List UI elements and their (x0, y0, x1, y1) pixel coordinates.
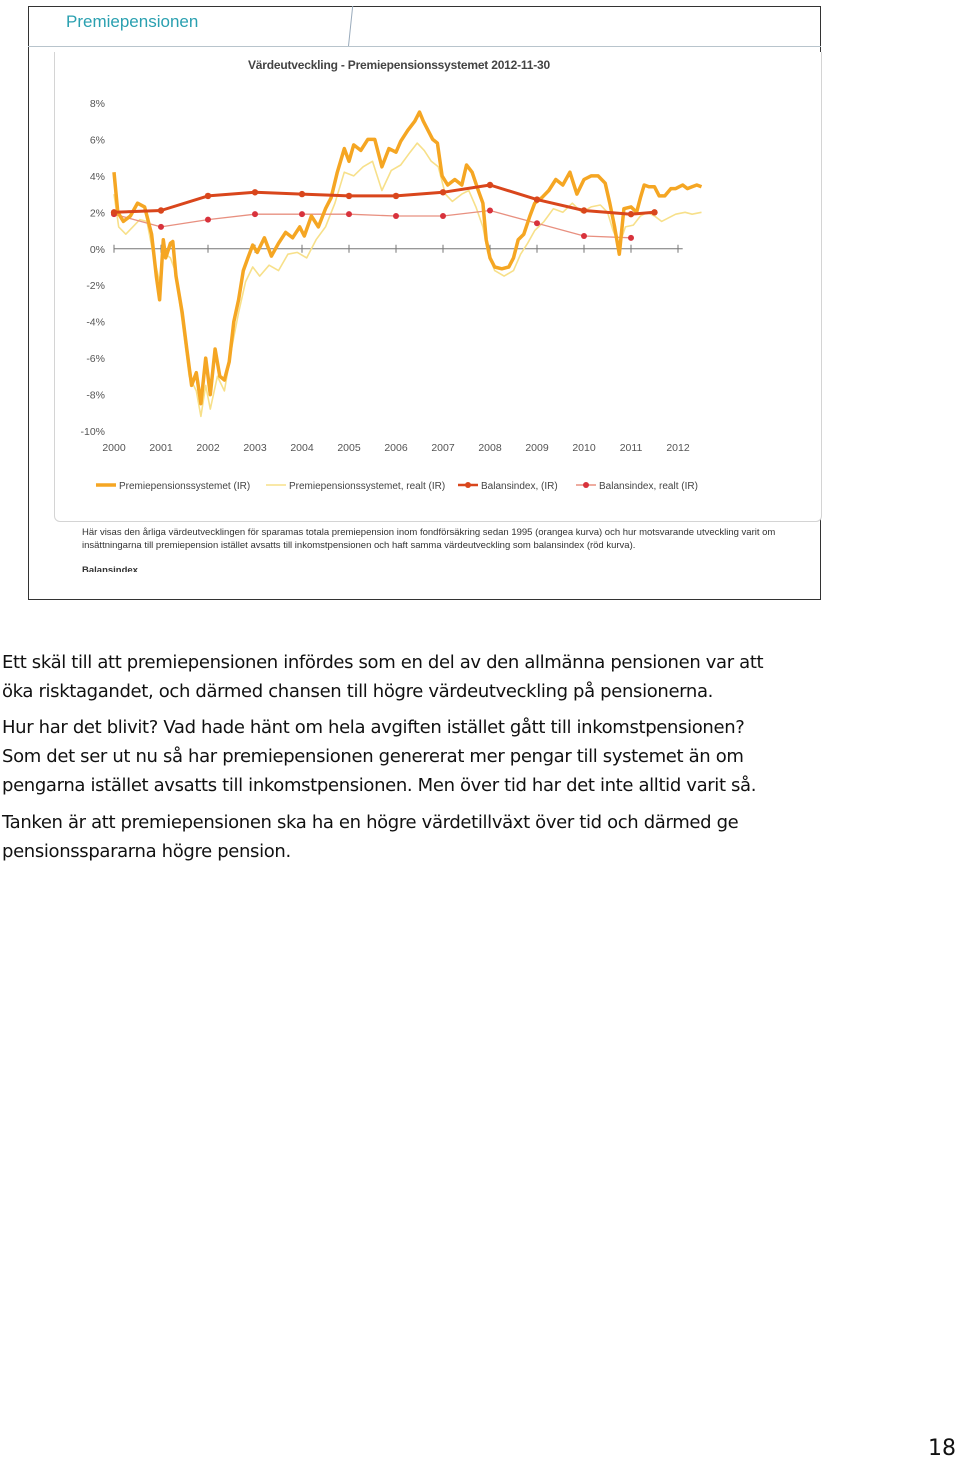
y-tick-label: -10% (80, 426, 105, 438)
paragraph-2-line-1: Hur har det blivit? Vad hade hänt om hela avgiften istället gått till inkomstpensionen? (2, 717, 745, 738)
series-balansindex-point (534, 196, 540, 202)
x-axis (102, 245, 690, 454)
series-balansindex-point (487, 182, 493, 188)
x-tick-label: 2008 (478, 442, 502, 454)
series-balansindex-real-point (393, 213, 399, 219)
y-tick-label: 8% (89, 98, 105, 110)
paragraph-1-line-1: Ett skäl till att premiepensionen infördes som en del av den allmänna pensionen var att (2, 652, 764, 673)
y-tick-label: -2% (86, 280, 105, 293)
series-balansindex-point (299, 191, 305, 197)
x-tick-label: 2005 (337, 442, 361, 454)
series-balansindex-real-point (346, 211, 352, 217)
legend-marker (465, 482, 471, 488)
series-balansindex-real-point (205, 217, 211, 223)
x-tick-label: 2003 (243, 442, 267, 454)
x-tick-label: 2001 (149, 442, 173, 454)
line-chart (54, 76, 774, 516)
y-tick-label: 2% (89, 207, 105, 220)
series-balansindex-real-point (534, 220, 540, 226)
chart-series (111, 112, 702, 416)
paragraph-2-line-2: Som det ser ut nu så har premiepensionen genererat mer pengar till systemet än om (2, 746, 744, 767)
legend-label: Balansindex, (IR) (481, 481, 558, 492)
series-balansindex-point (111, 209, 117, 215)
x-tick-label: 2006 (384, 442, 408, 454)
series-balansindex-point (651, 209, 657, 215)
series-balansindex-point (252, 189, 258, 195)
series-balansindex-point (581, 207, 587, 213)
x-tick-label: 2002 (196, 442, 220, 454)
series-balansindex-point (393, 193, 399, 199)
series-balansindex-real-point (299, 211, 305, 217)
chart-caption: Här visas den årliga värdeutvecklingen för sparamas totala premiepension inom fondförsäkring sedan 1995 (orangea kurva) och hur motsvarande utveckling varit om insättningarna till premiepension istället avsatts till inkomstpensionen och haft samma värdeutveckling som balansindex (röd kurva). (82, 527, 776, 551)
series-balansindex-real-point (581, 233, 587, 239)
paragraph-1-line-2: öka risktagandet, och därmed chansen till högre värdeutveckling på pensionerna. (2, 681, 714, 702)
series-balansindex-line (114, 185, 655, 214)
paragraph-3-line-1: Tanken är att premiepensionen ska ha en högre värdetillväxt över tid och därmed ge (2, 812, 739, 833)
series-balansindex-real-line (114, 211, 631, 238)
series-balansindex-real-point (158, 224, 164, 230)
series-balansindex-point (440, 189, 446, 195)
y-tick-label: -6% (86, 353, 105, 366)
legend-label: Premiepensionssystemet (IR) (119, 481, 251, 492)
series-balansindex-real-point (628, 235, 634, 241)
series-balansindex-point (205, 193, 211, 199)
chart-caption-cut: Balansindex (82, 565, 138, 572)
series-balansindex-point (346, 193, 352, 199)
title-divider (28, 46, 821, 47)
paragraph-2-line-3: pengarna istället avsatts till inkomstpensionen. Men över tid har det inte alltid varit så. (2, 775, 757, 796)
y-tick-label: -4% (86, 316, 105, 329)
y-tick-label: -8% (86, 389, 105, 402)
series-balansindex-point (628, 211, 634, 217)
series-balansindex-real-point (252, 211, 258, 217)
paragraph-3-line-2: pensionsspararna högre pension. (2, 841, 291, 862)
y-tick-label: 6% (89, 134, 105, 147)
y-tick-label: 4% (89, 170, 105, 183)
y-axis (80, 98, 105, 438)
x-tick-label: 2009 (525, 442, 549, 454)
x-tick-label: 2004 (290, 442, 314, 454)
x-tick-label: 2011 (619, 442, 643, 454)
slide-title: Premiepensionen (66, 12, 199, 31)
legend-marker (583, 482, 589, 488)
x-tick-label: 2007 (431, 442, 455, 454)
series-balansindex-real-point (440, 213, 446, 219)
series-balansindex-real-point (487, 208, 493, 214)
chart-legend (96, 481, 698, 492)
legend-label: Premiepensionssystemet, realt (IR) (289, 481, 446, 492)
x-tick-label: 2010 (572, 442, 596, 454)
y-tick-label: 0% (89, 243, 105, 256)
legend-label: Balansindex, realt (IR) (599, 481, 698, 492)
chart-title: Värdeutveckling - Premiepensionssystemet 2012-11-30 (248, 58, 550, 72)
page-number: 18 (928, 1436, 956, 1461)
x-tick-label: 2000 (102, 442, 126, 454)
series-balansindex-point (158, 207, 164, 213)
x-tick-label: 2012 (666, 442, 690, 454)
